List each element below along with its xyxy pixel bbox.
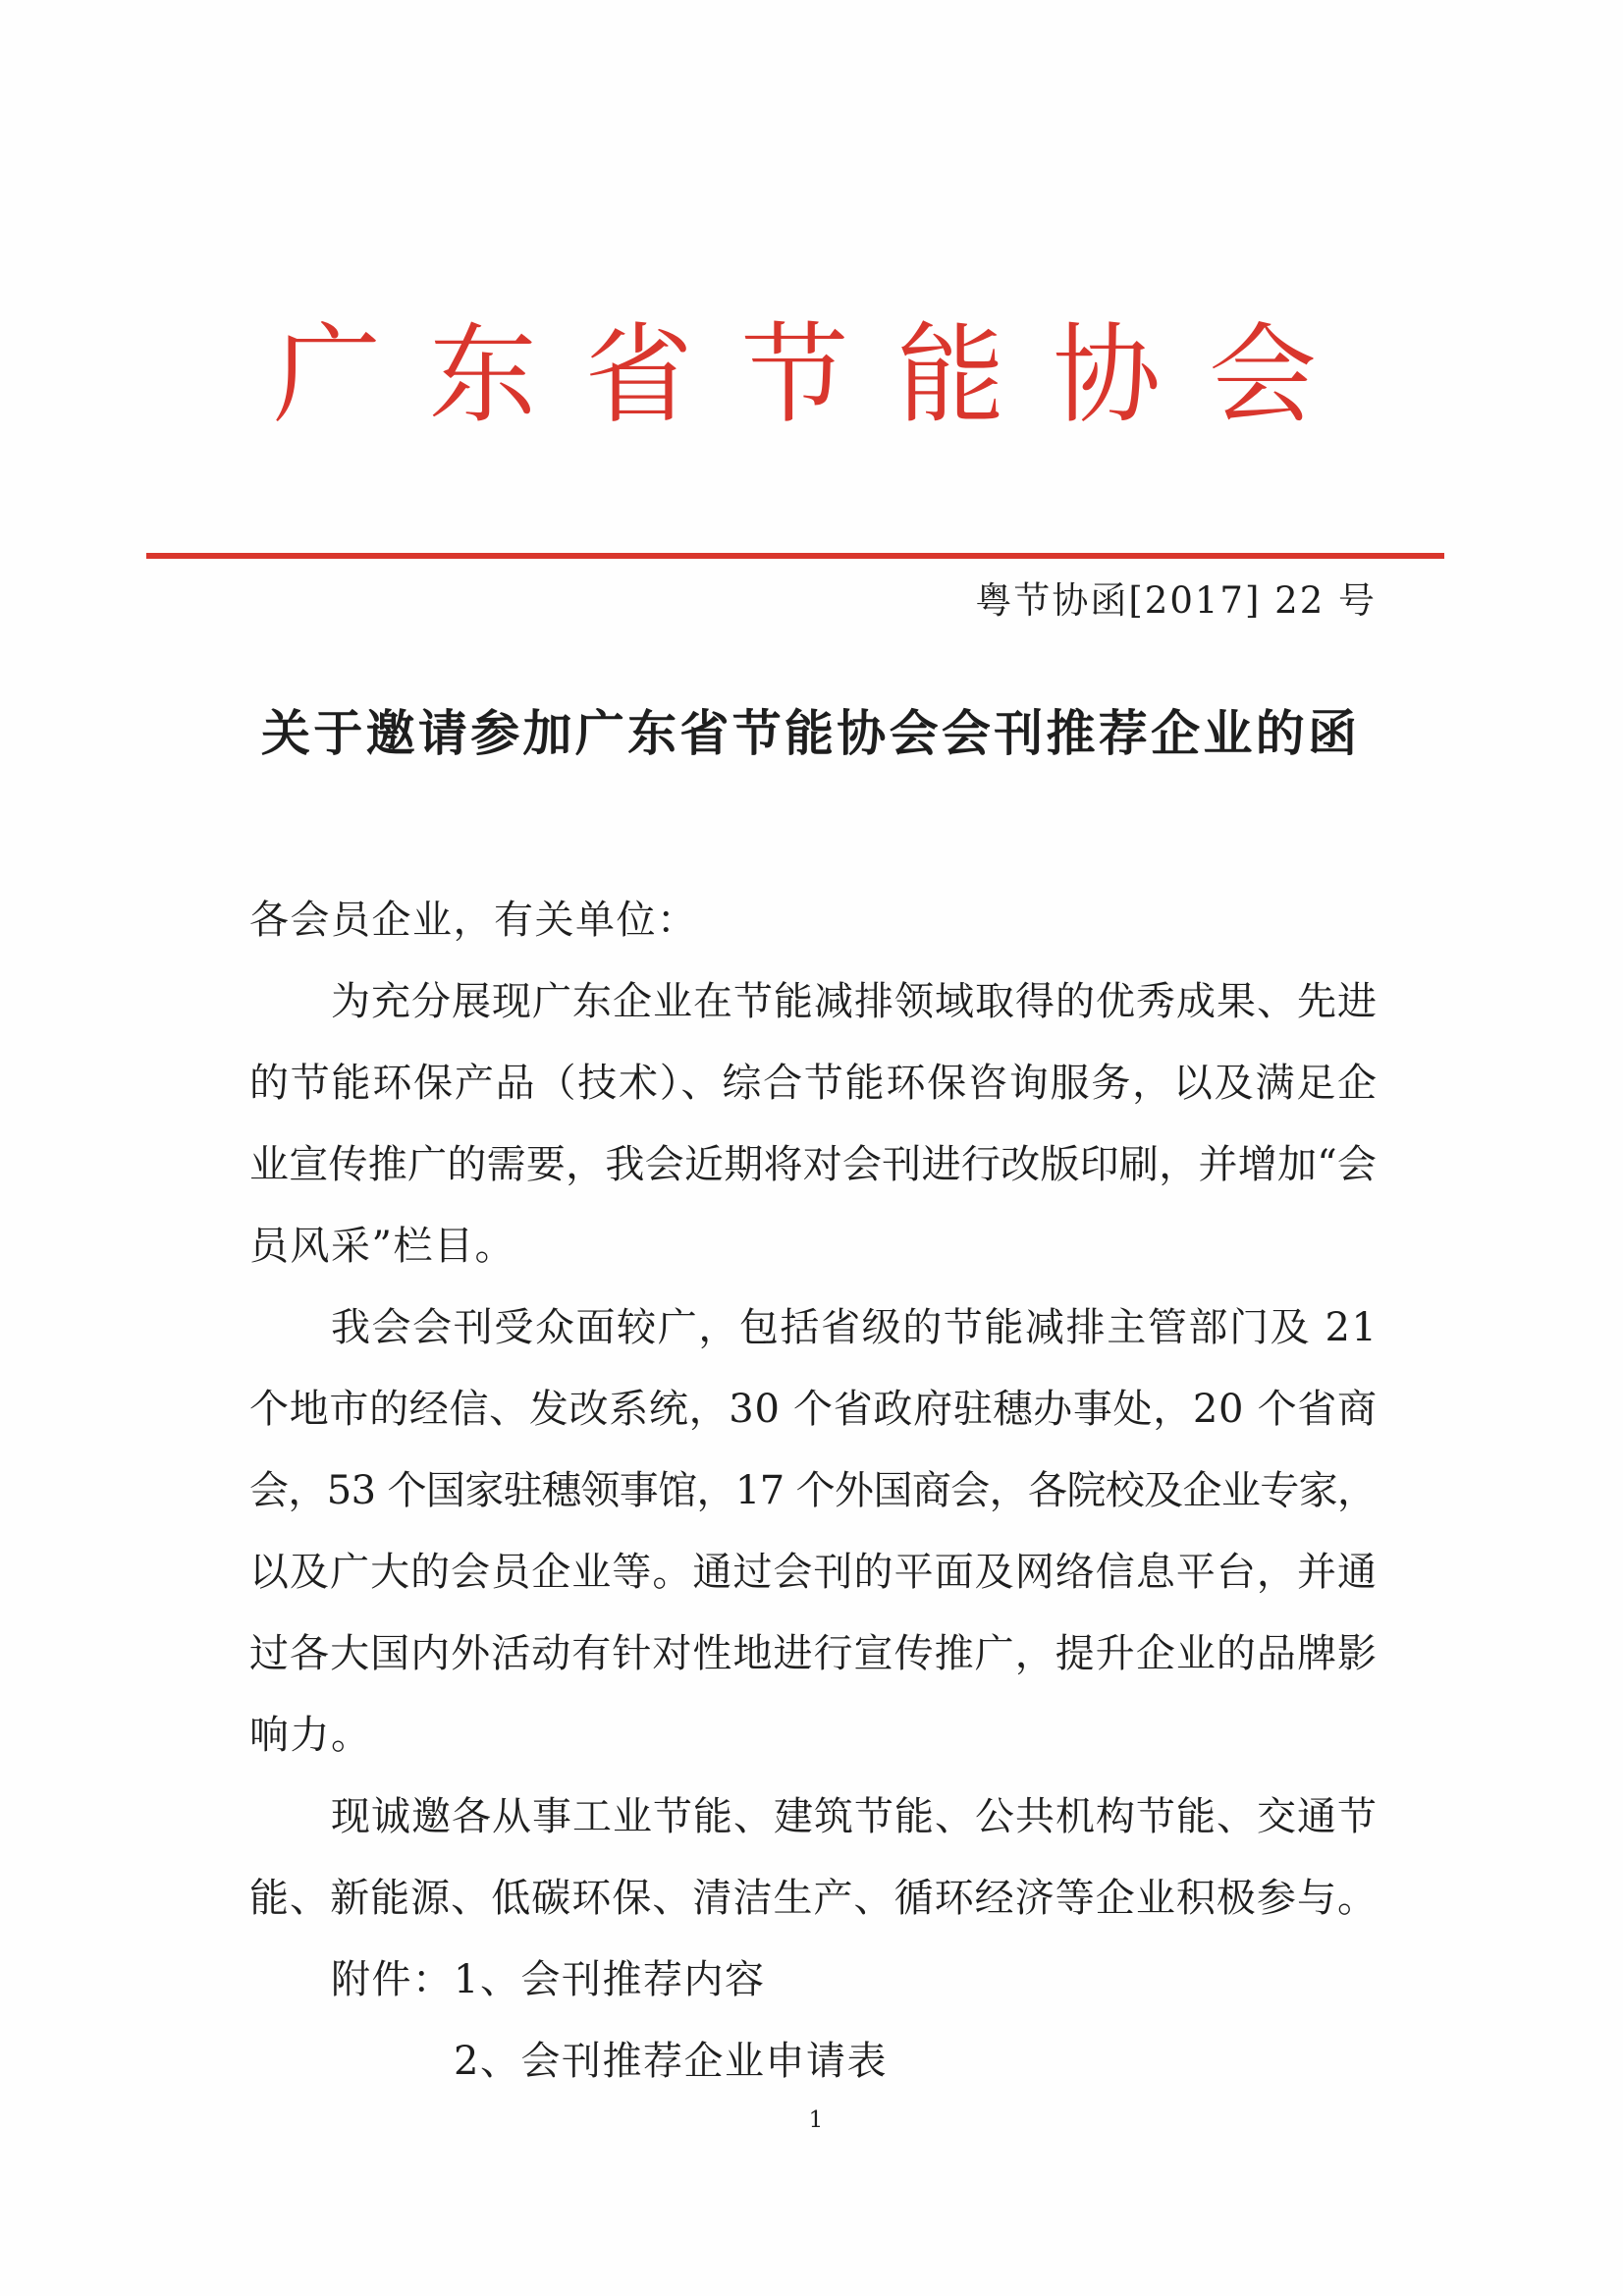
page-number: 1 [808,2107,824,2133]
paragraph-line: 为充分展现广东企业在节能减排领域取得的优秀成果、先进 [331,979,1378,1024]
paragraph-line: 个地市的经信、发改系统，30 个省政府驻穗办事处，20 个省商 [249,1387,1378,1432]
paragraph-line: 现诚邀各从事工业节能、建筑节能、公共机构节能、交通节 [331,1794,1378,1839]
attachment-line [249,2021,1377,2103]
paragraph-line: 以及广大的会员企业等。通过会刊的平面及网络信息平台，并通 [249,1550,1379,1595]
attachment-line [249,1940,1377,2021]
paragraph-line: 会，53 个国家驻穗领事馆，17 个外国商会，各院校及企业专家， [249,1468,1377,1513]
letter-title: 关于邀请参加广东省节能协会会刊推荐企业的函 [261,705,1361,762]
paragraph-line: 员风采”栏目。 [249,1224,515,1269]
organization-letterhead-name: 广东省节能协会 [273,312,1365,438]
paragraph-line: 能、新能源、低碳环保、清洁生产、循环经济等企业积极参与。 [249,1876,1379,1921]
attachments-list [249,1940,1377,2103]
paragraph-line: 的节能环保产品（技术）、综合节能环保咨询服务，以及满足企 [249,1061,1379,1106]
paragraph-line: 响力。 [249,1713,372,1758]
paragraph-line: 我会会刊受众面较广，包括省级的节能减排主管部门及 21 [331,1305,1379,1350]
salutation: 各会员企业，有关单位： [249,898,698,943]
paragraph-line: 过各大国内外活动有针对性地进行宣传推广，提升企业的品牌影 [249,1631,1379,1676]
paragraph [249,1287,1377,1777]
attachment-item: 2、会刊推荐企业申请表 [454,2039,888,2084]
paragraph [249,1777,1377,1940]
letter-body [249,880,1377,2103]
document-reference-number: 粤节协函[2017] 22 号 [975,579,1377,622]
attachments-label: 附件： [331,1957,454,2002]
paragraph-line: 业宣传推广的需要，我会近期将对会刊进行改版印刷，并增加“会 [249,1142,1378,1187]
letterhead-red-divider [146,553,1444,559]
attachment-item: 1、会刊推荐内容 [454,1957,766,2002]
paragraph [249,961,1377,1287]
